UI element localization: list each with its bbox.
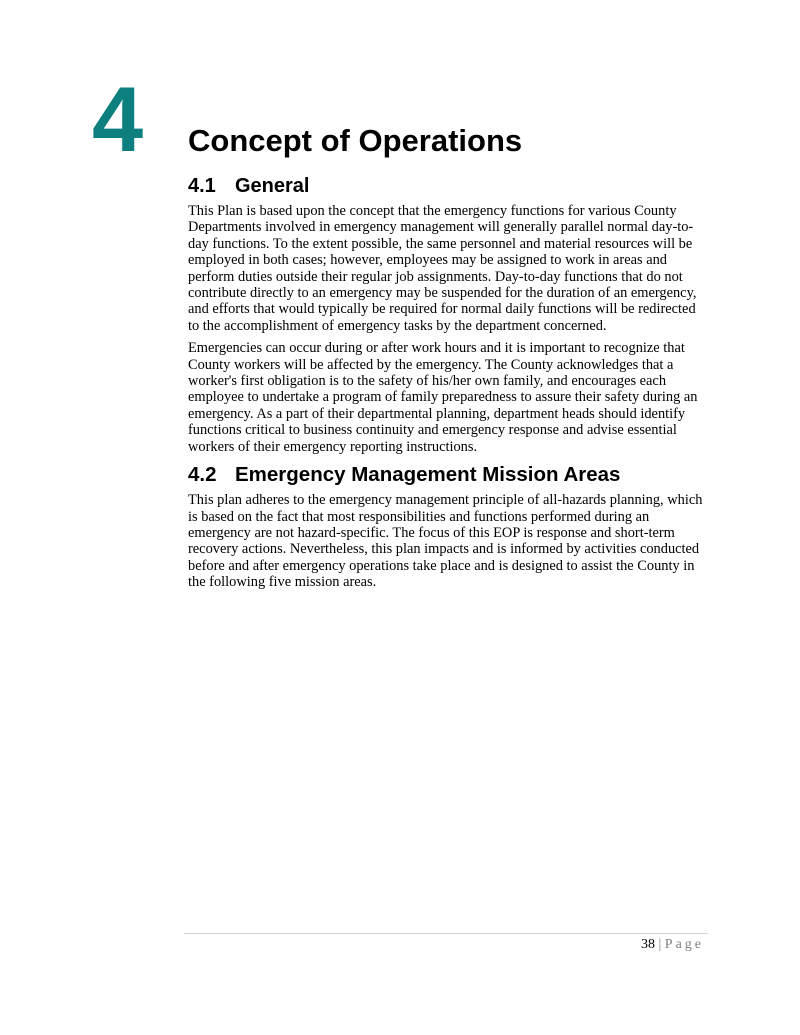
section-number: 4.1	[188, 175, 216, 197]
paragraph: Emergencies can occur during or after work hours and it is important to recognize that County workers will be affected by the emergency. The County acknowledges that a worker's first obligation is to the safety of his/her own family, and encourages each employee to undertake a program of family preparedness to assure their safety during an emergency. As a part of their departmental planning, department heads should identify functions critical to business continuity and emergency response and advise essential workers of their emergency reporting instructions.	[188, 340, 698, 455]
section-title: Emergency Management Mission Areas	[235, 463, 621, 487]
page-content	[188, 118, 708, 597]
footer-separator: |	[658, 937, 662, 952]
section-number: 4.2	[188, 463, 217, 487]
chapter-number: 4	[92, 69, 144, 171]
footer-divider	[184, 933, 708, 934]
page-label: Page	[664, 937, 704, 952]
section-heading-mission-areas	[188, 463, 708, 487]
page-footer	[641, 936, 704, 954]
page-number: 38	[640, 937, 655, 952]
chapter-title: Concept of Operations	[188, 123, 523, 158]
section-heading-general	[188, 174, 708, 198]
paragraph: This Plan is based upon the concept that the emergency functions for various County Departments involved in emergency management will generally parallel normal day-to-day functions. To the extent possible, the same personnel and material resources will be employed in both cases; however, employees may be assigned to work in areas and perform duties outside their regular job assignments. Day-to-day functions that do not contribute directly to an emergency may be suspended for the duration of an emergency, and efforts that would typically be required for normal daily functions will be redirected to the accomplishment of emergency tasks by the department concerned.	[188, 203, 697, 334]
paragraph: This plan adheres to the emergency management principle of all-hazards planning, which is based on the fact that most responsibilities and functions performed during an emergency are not hazard-specific. The focus of this EOP is response and short-term recovery actions. Nevertheless, this plan impacts and is informed by activities conducted before and after emergency operations take place and is designed to assist the County in the following five mission areas.	[188, 492, 703, 591]
section-title: General	[235, 175, 310, 197]
